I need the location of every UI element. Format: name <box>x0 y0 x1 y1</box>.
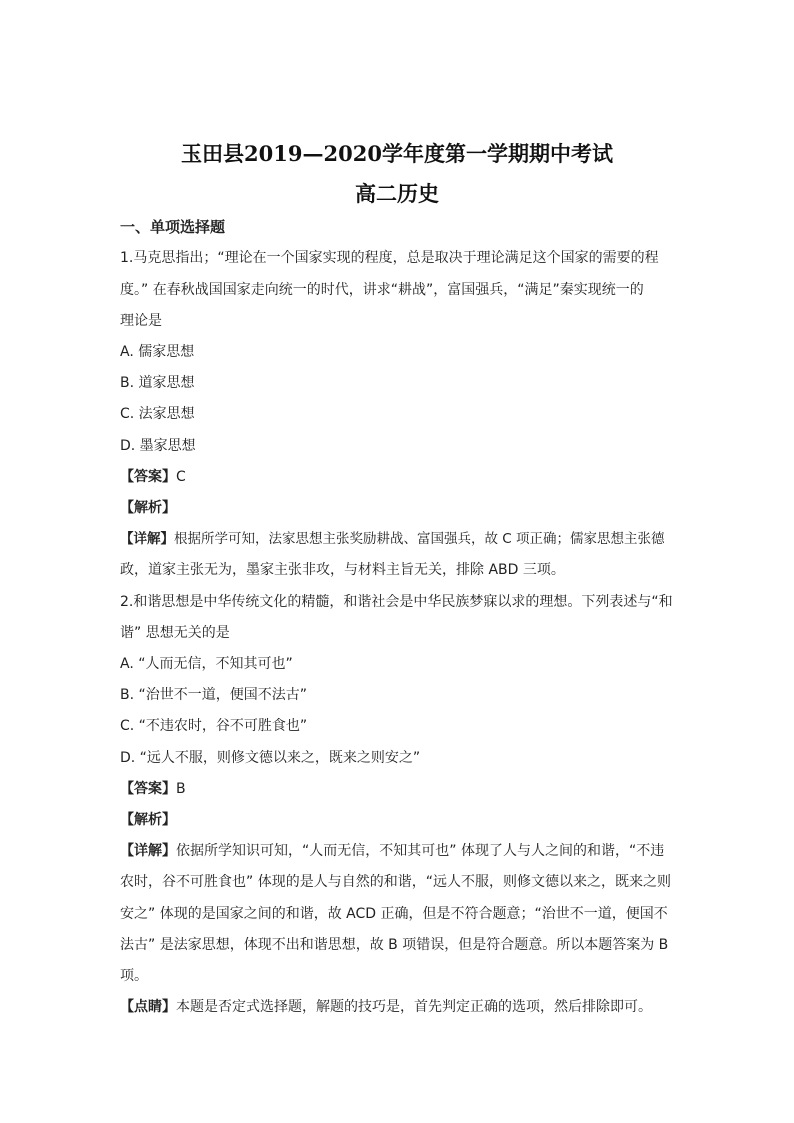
q2-option-d: D. “远人不服，则修文德以来之，既来之则安之” <box>120 750 421 766</box>
answer-tag: 【答案】 <box>120 469 176 485</box>
answer-value: B <box>176 781 186 797</box>
q2-stem-line-1: 2.和谐思想是中华传统文化的精髓，和谐社会是中华民族梦寐以求的理想。下列表述与“和 <box>120 594 673 610</box>
q2-option-b: B. “治世不一道，便国不法古” <box>120 687 308 703</box>
section-heading: 一、单项选择题 <box>120 218 226 236</box>
detail-text: 依据所学知识可知，“人而无信，不知其可也” 体现了人与人之间的和谐，“不违 <box>176 843 665 859</box>
q1-answer <box>120 467 186 487</box>
q1-option-b: B. 道家思想 <box>120 375 195 391</box>
note-text: 本题是否定式选择题，解题的技巧是，首先判定正确的选项，然后排除即可。 <box>176 999 652 1015</box>
q1-detail-line-1 <box>120 529 665 549</box>
q2-option-a: A. “人而无信，不知其可也” <box>120 656 293 672</box>
q1-option-a: A. 儒家思想 <box>120 344 195 360</box>
q2-analysis-tag: 【解析】 <box>120 812 176 828</box>
q2-detail-line-5: 项。 <box>120 968 148 984</box>
exam-subject: 高二历史 <box>355 181 439 206</box>
q1-stem-line-2: 度。” 在春秋战国国家走向统一的时代，讲求“耕战”，富国强兵，“满足”秦实现统一的 <box>120 282 644 298</box>
detail-tag: 【详解】 <box>120 531 174 547</box>
q1-stem-line-3: 理论是 <box>120 313 162 329</box>
q1-option-d: D. 墨家思想 <box>120 438 196 454</box>
q2-note <box>120 997 652 1017</box>
q2-detail-line-3: 安之” 体现的是国家之间的和谐，故 ACD 正确，但是不符合题意；“治世不一道，便国不 <box>120 906 668 922</box>
q2-detail-line-2: 农时，谷不可胜食也” 体现的是人与自然的和谐，“远人不服，则修文德以来之，既来之则 <box>120 874 671 890</box>
q2-detail-line-4: 法古” 是法家思想，体现不出和谐思想，故 B 项错误，但是符合题意。所以本题答案为 B <box>120 937 669 953</box>
q2-detail-line-1 <box>120 841 664 861</box>
detail-text: 根据所学可知，法家思想主张奖励耕战、富国强兵，故 C 项正确；儒家思想主张德 <box>174 531 665 547</box>
q2-stem-line-2: 谐” 思想无关的是 <box>120 625 230 641</box>
exam-title: 玉田县2019—2020学年度第一学期期中考试 <box>181 141 613 166</box>
answer-tag: 【答案】 <box>120 781 176 797</box>
q1-option-c: C. 法家思想 <box>120 406 195 422</box>
q1-detail-line-2: 政，道家主张无为，墨家主张非攻，与材料主旨无关，排除 ABD 三项。 <box>120 562 565 578</box>
answer-value: C <box>176 469 186 485</box>
q1-analysis-tag: 【解析】 <box>120 500 176 516</box>
q2-answer <box>120 779 186 799</box>
note-tag: 【点睛】 <box>120 999 176 1015</box>
q2-option-c: C. “不违农时，谷不可胜食也” <box>120 718 308 734</box>
q1-stem-line-1: 1.马克思指出；“理论在一个国家实现的程度，总是取决于理论满足这个国家的需要的程 <box>120 250 659 266</box>
detail-tag: 【详解】 <box>120 843 176 859</box>
